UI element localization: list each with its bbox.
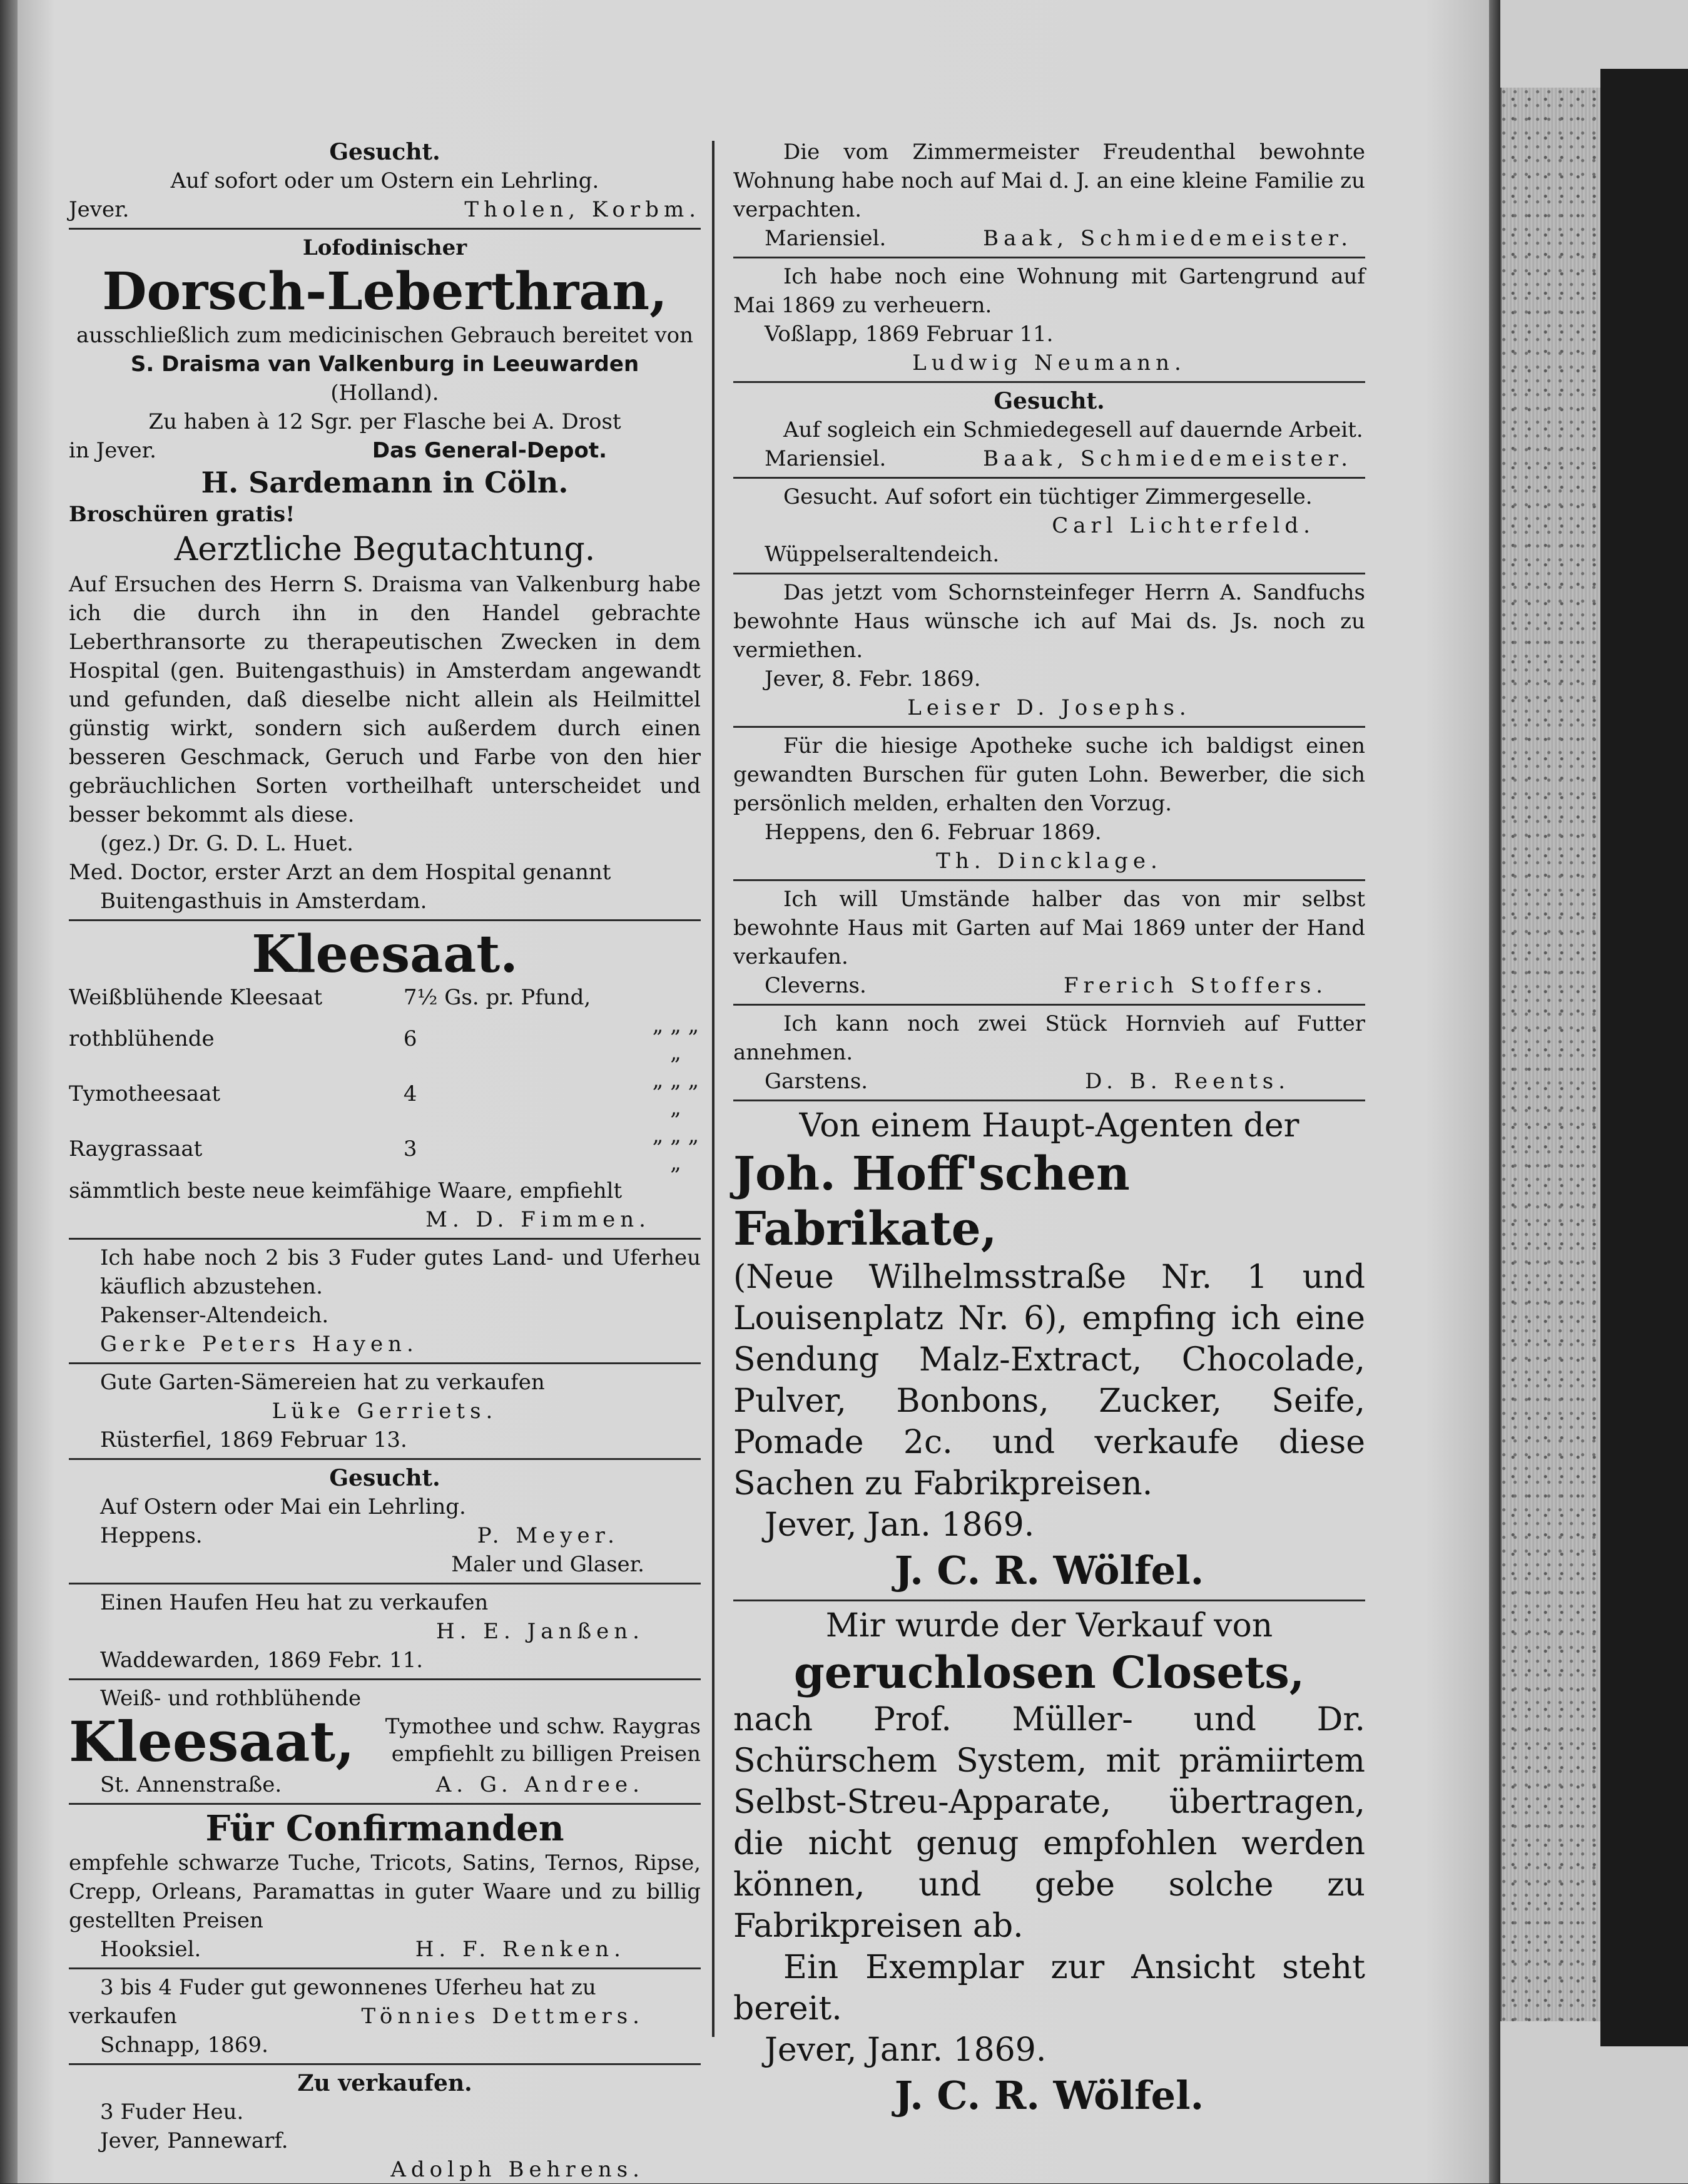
ad-date: Heppens, den 6. Februar 1869. bbox=[765, 820, 1102, 845]
page-stack-edge bbox=[1500, 88, 1602, 2021]
ad-signature: Tholen, Korbm. bbox=[464, 197, 701, 222]
ad-heading: Für Confirmanden bbox=[205, 1808, 564, 1849]
ad-line: (Holland). bbox=[330, 380, 439, 406]
left-column bbox=[69, 138, 701, 2182]
ad-place: Jever. bbox=[69, 197, 130, 222]
ad-text: Für die hiesige Apotheke suche ich baldigst einen gewandten Burschen für guten Lohn. Bewerber, die sich persönlich melden, erhalten den Vorzug. bbox=[733, 733, 1365, 816]
ad-title: Joh. Hoff'schen Fabrikate, bbox=[733, 1147, 1130, 1256]
ad-date: Rüsterfiel, 1869 Februar 13. bbox=[100, 1427, 407, 1452]
ad-saemereien bbox=[69, 1368, 701, 1454]
ad-separator bbox=[733, 573, 1365, 574]
ad-signature: Th. Dincklage. bbox=[936, 849, 1162, 874]
ad-place: Hooksiel. bbox=[100, 1937, 201, 1962]
ad-kleesaat-andree bbox=[69, 1684, 701, 1799]
ad-footer bbox=[733, 1067, 1365, 1096]
ad-separator bbox=[733, 726, 1365, 728]
ad-line: Zu haben à 12 Sgr. per Flasche bei A. Drost bbox=[148, 409, 621, 434]
ad-haus-sandfuchs bbox=[733, 578, 1365, 722]
ad-closets bbox=[733, 1605, 1365, 2121]
table-row bbox=[69, 1011, 701, 1066]
ad-place: Mariensiel. bbox=[765, 226, 887, 251]
ad-separator bbox=[733, 879, 1365, 881]
ad-separator bbox=[69, 1238, 701, 1240]
ad-title: Kleesaat, bbox=[69, 1709, 355, 1774]
ad-subtitle: Aerztliche Begutachtung. bbox=[174, 531, 596, 568]
ad-signature: M. D. Fimmen. bbox=[425, 1207, 651, 1232]
right-column bbox=[733, 138, 1365, 2118]
ad-confirmanden bbox=[69, 1809, 701, 1964]
table-cell: „ „ „ „ bbox=[652, 1123, 699, 1175]
ad-gesucht-schmiedegesell bbox=[733, 387, 1365, 473]
ad-separator bbox=[69, 2063, 701, 2065]
ad-depot-label: Das General-Depot. bbox=[372, 438, 607, 463]
ad-text: Die vom Zimmermeister Freudenthal bewohnte Wohnung habe noch auf Mai d. J. an eine kleine Familie zu verpachten. bbox=[733, 140, 1365, 222]
ad-trade: Maler und Glaser. bbox=[451, 1552, 644, 1577]
ad-text: verkaufen bbox=[69, 2004, 177, 2029]
ad-body: Auf Ersuchen des Herrn S. Draisma van Valkenburg habe ich die durch ihn in den Handel gebrachte Leberthransorte zu therapeutischen Zwecken in dem Hospital (gen. Buitengasthuis) in Amsterdam angewandt und gefunden, daß dieselbe nicht allein als Heilmittel günstig wirkt, sondern sich außerdem durch einen besseren Geschmack, Geruch und Farbe von den hier gebräuchlichen Sorten vortheilhaft unterscheidet und besser bekommt als diese. bbox=[69, 572, 701, 827]
table-cell: Weißblühende Kleesaat bbox=[69, 985, 323, 1010]
ad-title: geruchlosen Closets, bbox=[793, 1646, 1305, 1698]
ad-heading: Gesucht. bbox=[329, 1465, 440, 1491]
table-row bbox=[69, 1066, 701, 1121]
ad-heading: Gesucht. bbox=[994, 388, 1105, 414]
column-divider bbox=[712, 141, 714, 2037]
ad-separator bbox=[69, 228, 701, 230]
ad-role: Med. Doctor, erster Arzt an dem Hospital genannt bbox=[69, 860, 611, 885]
ad-body: nach Prof. Müller- und Dr. Schürschem System, mit prämiirtem Selbst-Streu-Apparate, übertragen, die nicht genug empfohlen werden können, und gebe solche zu Fabrikpreisen ab. bbox=[733, 1701, 1365, 1945]
ad-text: Auf Ostern oder Mai ein Lehrling. bbox=[100, 1494, 466, 1519]
ad-signature: Tönnies Dettmers. bbox=[361, 2004, 644, 2029]
ad-signature: H. F. Renken. bbox=[415, 1937, 626, 1962]
ad-text: 3 bis 4 Fuder gut gewonnenes Uferheu hat zu bbox=[100, 1975, 596, 2000]
ad-heading: Zu verkaufen. bbox=[297, 2070, 472, 2096]
ad-line: Von einem Haupt-Agenten der bbox=[799, 1107, 1299, 1145]
ad-text: Ich habe noch 2 bis 3 Fuder gutes Land- und Uferheu käuflich abzustehen. bbox=[100, 1245, 701, 1299]
scan-background bbox=[1600, 69, 1688, 2046]
ad-separator bbox=[733, 477, 1365, 479]
ad-footer bbox=[733, 224, 1365, 253]
ad-place: St. Annenstraße. bbox=[100, 1772, 282, 1797]
table-row bbox=[69, 984, 701, 1011]
table-cell: 6 bbox=[403, 1026, 417, 1051]
ad-signed: (gez.) Dr. G. D. L. Huet. bbox=[100, 831, 353, 856]
ad-hospital: Buitengasthuis in Amsterdam. bbox=[100, 889, 427, 914]
ad-signature: P. Meyer. bbox=[477, 1523, 619, 1548]
ad-place: Heppens. bbox=[100, 1523, 203, 1548]
ad-footer: sämmtlich beste neue keimfähige Waare, empfiehlt bbox=[69, 1178, 623, 1203]
ad-hornvieh bbox=[733, 1009, 1365, 1096]
ad-line: ausschließlich zum medicinischen Gebrauch bereitet von bbox=[76, 323, 694, 348]
ad-wohnung-neumann bbox=[733, 262, 1365, 377]
ad-footer bbox=[69, 1770, 701, 1799]
ad-footer bbox=[69, 1935, 701, 1964]
ad-place: Garstens. bbox=[765, 1069, 868, 1094]
ad-title-block bbox=[69, 1709, 701, 1774]
ad-place: Pakenser-Altendeich. bbox=[100, 1303, 329, 1328]
kleesaat-price-table bbox=[69, 984, 701, 1176]
ad-depot-name: H. Sardemann in Cöln. bbox=[201, 466, 569, 499]
ad-text: Ich habe noch eine Wohnung mit Gartengrund auf Mai 1869 zu verheuern. bbox=[733, 264, 1365, 318]
ad-separator bbox=[69, 1458, 701, 1460]
ad-text: Auf sofort oder um Ostern ein Lehrling. bbox=[170, 168, 599, 193]
ad-separator bbox=[733, 381, 1365, 383]
ad-apotheke bbox=[733, 732, 1365, 875]
ad-separator bbox=[69, 1362, 701, 1364]
ad-place: Wüppelseraltendeich. bbox=[765, 542, 1000, 567]
ad-signature: D. B. Reents. bbox=[1085, 1069, 1290, 1094]
binding-gutter bbox=[0, 0, 18, 2183]
ad-zu-verkaufen bbox=[69, 2069, 701, 2184]
ad-footer bbox=[69, 1521, 701, 1550]
ad-kleesaat bbox=[69, 925, 701, 1234]
ad-signature: Lüke Gerriets. bbox=[272, 1399, 498, 1424]
ad-date: Waddewarden, 1869 Febr. 11. bbox=[100, 1648, 424, 1673]
ad-place: Mariensiel. bbox=[765, 446, 887, 471]
ad-date: Jever, Jan. 1869. bbox=[765, 1506, 1035, 1544]
ad-separator bbox=[69, 919, 701, 921]
ad-date: Jever, Janr. 1869. bbox=[765, 2031, 1047, 2069]
ad-line: S. Draisma van Valkenburg in Leeuwarden bbox=[130, 352, 639, 377]
ad-signature: Baak, Schmiedemeister. bbox=[983, 226, 1353, 251]
ad-brochures: Broschüren gratis! bbox=[69, 502, 295, 527]
ad-signature: Leiser D. Josephs. bbox=[907, 695, 1191, 720]
ad-signature: J. C. R. Wölfel. bbox=[894, 2073, 1204, 2118]
table-cell: 4 bbox=[403, 1081, 417, 1106]
table-cell: 3 bbox=[403, 1136, 417, 1161]
ad-date: Schnapp, 1869. bbox=[100, 2033, 268, 2058]
ad-date: Voßlapp, 1869 Februar 11. bbox=[765, 322, 1054, 347]
ad-signature: Frerich Stoffers. bbox=[1063, 973, 1328, 998]
ad-line: Tymothee und schw. Raygras bbox=[385, 1714, 701, 1739]
ad-lebertran bbox=[69, 233, 701, 916]
table-cell: „ „ „ „ bbox=[652, 1013, 699, 1065]
ad-line: empfiehlt zu billigen Preisen bbox=[391, 1742, 701, 1767]
ad-hoff-fabrikate bbox=[733, 1105, 1365, 1596]
ad-text: Ich kann noch zwei Stück Hornvieh auf Futter annehmen. bbox=[733, 1011, 1365, 1065]
ad-signature: Adolph Behrens. bbox=[390, 2157, 644, 2182]
ad-kicker: Lofodinischer bbox=[302, 235, 467, 260]
ad-text: Einen Haufen Heu hat zu verkaufen bbox=[100, 1590, 489, 1615]
ad-text: Das jetzt vom Schornsteinfeger Herrn A. Sandfuchs bewohnte Haus wünsche ich auf Mai ds. Js. noch zu vermiethen. bbox=[733, 580, 1365, 663]
ad-signature: Carl Lichterfeld. bbox=[1052, 513, 1315, 538]
ad-kicker: Weiß- und rothblühende bbox=[100, 1686, 362, 1711]
ad-line: 3 Fuder Heu. bbox=[100, 2100, 244, 2125]
table-cell: rothblühende bbox=[69, 1026, 215, 1051]
ad-separator bbox=[69, 1678, 701, 1680]
ad-uferheu bbox=[69, 1973, 701, 2059]
ad-body: Ein Exemplar zur Ansicht steht bereit. bbox=[733, 1949, 1365, 2028]
ad-haufen-heu bbox=[69, 1588, 701, 1675]
ad-haus-stoffers bbox=[733, 885, 1365, 1000]
ad-line: Mir wurde der Verkauf von bbox=[825, 1607, 1273, 1645]
table-cell: 7½ Gs. pr. Pfund, bbox=[403, 985, 591, 1010]
ad-signature: Gerke Peters Hayen. bbox=[100, 1332, 419, 1357]
table-cell: Tymotheesaat bbox=[69, 1081, 221, 1106]
ad-footer bbox=[69, 2002, 701, 2031]
ad-wohnung-freudenthal bbox=[733, 138, 1365, 253]
table-cell bbox=[651, 984, 701, 1011]
ad-footer bbox=[733, 444, 1365, 473]
ad-line: Jever, Pannewarf. bbox=[100, 2128, 288, 2153]
ad-signature: Ludwig Neumann. bbox=[912, 350, 1186, 375]
ad-signature: Baak, Schmiedemeister. bbox=[983, 446, 1353, 471]
ad-separator bbox=[733, 1100, 1365, 1101]
ad-line bbox=[69, 436, 701, 465]
ad-place: in Jever. bbox=[69, 438, 156, 463]
ad-footer bbox=[69, 195, 701, 224]
ad-heading: Gesucht. bbox=[329, 139, 440, 165]
ad-text: Gesucht. Auf sofort ein tüchtiger Zimmergeselle. bbox=[783, 484, 1313, 509]
ad-signature: J. C. R. Wölfel. bbox=[894, 1548, 1204, 1593]
ad-separator bbox=[69, 1967, 701, 1969]
table-cell: „ „ „ „ bbox=[652, 1068, 699, 1120]
ad-gesucht-maler bbox=[69, 1464, 701, 1579]
ad-separator bbox=[733, 257, 1365, 258]
ad-place: Cleverns. bbox=[765, 973, 867, 998]
ad-signature: H. E. Janßen. bbox=[435, 1619, 644, 1644]
ad-separator bbox=[69, 1803, 701, 1805]
ad-separator bbox=[69, 1583, 701, 1584]
ad-signature: A. G. Andree. bbox=[435, 1772, 644, 1797]
ad-separator bbox=[733, 1600, 1365, 1601]
ad-body: (Neue Wilhelmsstraße Nr. 1 und Louisenplatz Nr. 6), empfing ich eine Sendung Malz-Extract, Chocolade, Pulver, Bonbons, Zucker, Seife, Pomade 2c. und verkaufe diese Sachen zu Fabrikpreisen. bbox=[733, 1258, 1365, 1503]
ad-text: Ich will Umstände halber das von mir selbst bewohnte Haus mit Garten auf Mai 1869 unter der Hand verkaufen. bbox=[733, 887, 1365, 969]
table-cell: Raygrassaat bbox=[69, 1136, 203, 1161]
ad-footer bbox=[733, 971, 1365, 1000]
ad-date: Jever, 8. Febr. 1869. bbox=[765, 666, 981, 691]
ad-landheu bbox=[69, 1243, 701, 1359]
ad-heading: Kleesaat. bbox=[252, 924, 518, 984]
ad-text: Auf sogleich ein Schmiedegesell auf dauernde Arbeit. bbox=[783, 417, 1363, 442]
page-edge-shadow bbox=[1489, 0, 1500, 2183]
ad-gesucht-zimmergeselle bbox=[733, 482, 1365, 569]
ad-text: empfehle schwarze Tuche, Tricots, Satins, Ternos, Ripse, Crepp, Orleans, Paramattas in guter Waare und zu billig gestellten Preisen bbox=[69, 1850, 701, 1933]
table-row bbox=[69, 1121, 701, 1176]
ad-gesucht-lehrling bbox=[69, 138, 701, 224]
ad-title: Dorsch-Leberthran, bbox=[102, 262, 668, 322]
ad-separator bbox=[733, 1004, 1365, 1006]
ad-text: Gute Garten-Sämereien hat zu verkaufen bbox=[100, 1370, 545, 1395]
ad-side-text bbox=[367, 1713, 701, 1768]
